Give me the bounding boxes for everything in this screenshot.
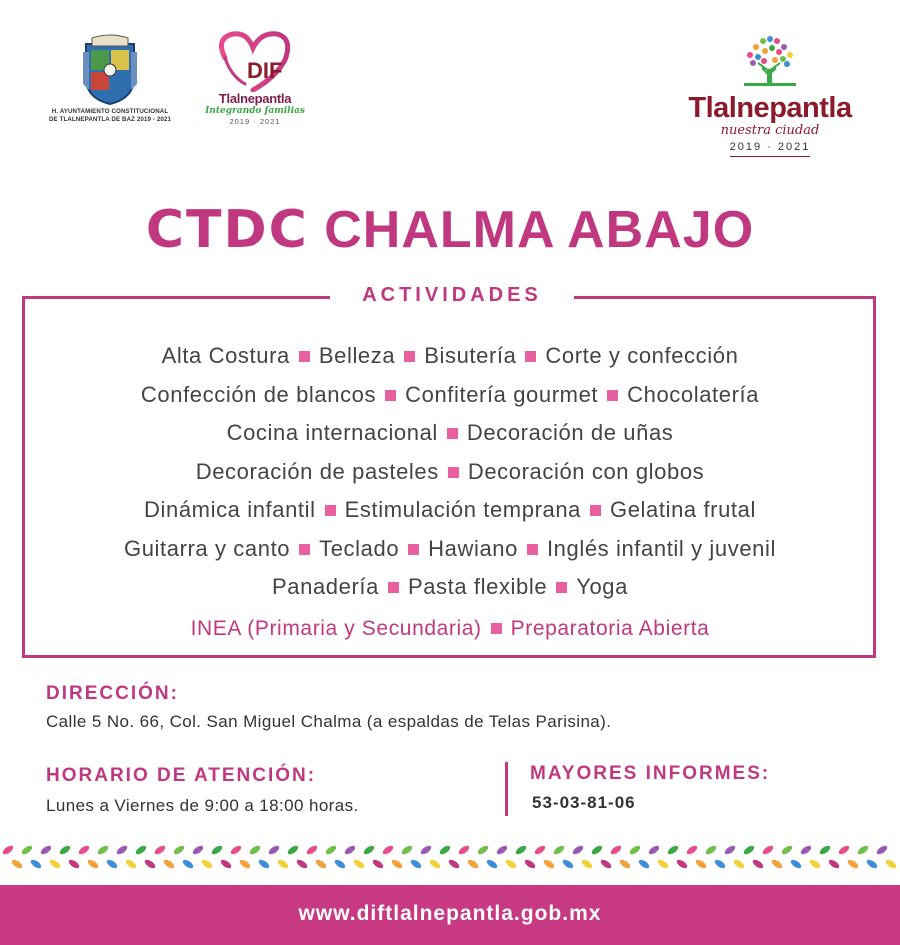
pattern-leaf	[571, 844, 584, 856]
activities-box-top-left	[22, 296, 330, 299]
activity-item: Hawiano	[428, 535, 518, 561]
bullet-square-icon	[556, 582, 567, 593]
pattern-leaf	[257, 858, 270, 870]
dif-mark: DIF	[247, 58, 283, 83]
pattern-leaf	[219, 858, 232, 870]
pattern-leaf	[210, 844, 223, 856]
activity-item: Decoración de pasteles	[195, 458, 439, 484]
pattern-leaf	[314, 858, 327, 870]
pattern-leaf	[200, 858, 213, 870]
pattern-leaf	[191, 844, 204, 856]
dif-years: 2019 · 2021	[229, 117, 281, 126]
title-strong: CTDC	[145, 200, 309, 260]
activity-line	[22, 530, 878, 569]
pattern-leaf	[523, 858, 536, 870]
city-logo-name: Tlalnepantla	[688, 92, 852, 124]
pattern-leaf	[447, 858, 460, 870]
pattern-leaf	[495, 844, 508, 856]
pattern-leaf	[324, 844, 337, 856]
pattern-leaf	[751, 858, 764, 870]
pattern-leaf	[181, 858, 194, 870]
pattern-leaf	[656, 858, 669, 870]
phone-number: 53-03-81-06	[532, 793, 636, 812]
activity-item: Corte y confección	[545, 343, 739, 368]
page-title	[0, 200, 900, 260]
activity-item: Dinámica infantil	[144, 497, 316, 522]
pattern-leaf	[409, 858, 422, 870]
pattern-leaf	[704, 844, 717, 856]
pattern-leaf	[381, 844, 394, 856]
pattern-leaf	[485, 858, 498, 870]
pattern-leaf	[124, 858, 137, 870]
pattern-leaf	[86, 858, 99, 870]
pattern-leaf	[333, 858, 346, 870]
pattern-leaf	[390, 858, 403, 870]
ayuntamiento-logo	[40, 34, 180, 124]
pattern-leaf	[229, 844, 242, 856]
pattern-leaf	[770, 858, 783, 870]
title-rest: CHALMA ABAJO	[324, 201, 755, 259]
pattern-leaf	[789, 858, 802, 870]
ayuntamiento-caption-1: H. AYUNTAMIENTO CONSTITUCIONAL	[51, 108, 169, 115]
activity-line	[22, 568, 878, 607]
pattern-leaf	[153, 844, 166, 856]
bullet-square-icon	[299, 544, 310, 555]
pattern-leaf	[476, 844, 489, 856]
pattern-leaf	[267, 844, 280, 856]
bullet-square-icon	[527, 544, 538, 555]
pattern-leaf	[685, 844, 698, 856]
pattern-leaf	[694, 858, 707, 870]
tree-icon	[720, 35, 820, 89]
dif-city: Tlalnepantla	[218, 91, 292, 106]
pattern-leaf	[39, 844, 52, 856]
pattern-leaf	[609, 844, 622, 856]
pattern-leaf	[286, 844, 299, 856]
pattern-leaf	[590, 844, 603, 856]
pattern-leaf	[837, 844, 850, 856]
bullet-square-icon	[299, 351, 310, 362]
pattern-leaf	[808, 858, 821, 870]
pattern-leaf	[884, 858, 897, 870]
bullet-square-icon	[525, 351, 536, 362]
pattern-leaf	[96, 844, 109, 856]
pattern-leaf	[666, 844, 679, 856]
activity-line	[22, 414, 878, 453]
pattern-leaf	[143, 858, 156, 870]
activity-item: Decoración de uñas	[466, 420, 674, 445]
pattern-leaf	[552, 844, 565, 856]
pattern-leaf	[599, 858, 612, 870]
dif-heart-icon	[205, 30, 305, 92]
pattern-leaf	[400, 844, 413, 856]
pattern-leaf	[818, 844, 831, 856]
pattern-leaf	[865, 858, 878, 870]
activity-item: Yoga	[576, 574, 628, 599]
hours-label: HORARIO DE ATENCIÓN:	[46, 765, 317, 786]
bullet-square-icon	[408, 544, 419, 555]
pattern-leaf	[172, 844, 185, 856]
bullet-square-icon	[590, 505, 601, 516]
pattern-leaf	[305, 844, 318, 856]
pattern-leaf	[248, 844, 261, 856]
pattern-leaf	[428, 858, 441, 870]
pattern-leaf	[115, 844, 128, 856]
bullet-square-icon	[404, 351, 415, 362]
pattern-leaf	[827, 858, 840, 870]
pattern-leaf	[514, 844, 527, 856]
pattern-leaf	[713, 858, 726, 870]
pattern-leaf	[466, 858, 479, 870]
bullet-square-icon	[325, 505, 336, 516]
pattern-leaf	[1, 844, 14, 856]
activity-item: Confitería gourmet	[405, 381, 599, 407]
pattern-leaf	[10, 858, 23, 870]
pattern-leaf	[580, 858, 593, 870]
pattern-leaf	[542, 858, 555, 870]
activity-item: Bisutería	[424, 343, 517, 368]
pattern-leaf	[371, 858, 384, 870]
activity-line	[22, 491, 878, 530]
city-logo-rule	[730, 156, 810, 157]
pattern-leaf	[846, 858, 859, 870]
activities-box-top-right	[574, 296, 876, 299]
activity-item: Confección de blancos	[140, 381, 377, 407]
bullet-square-icon	[491, 623, 502, 634]
pattern-leaf	[875, 844, 888, 856]
bullet-square-icon	[448, 467, 459, 478]
contact-label: MAYORES INFORMES:	[530, 763, 771, 784]
activity-item: Decoración con globos	[467, 458, 705, 484]
bullet-square-icon	[385, 390, 396, 401]
activity-item: Chocolatería	[627, 381, 760, 407]
pattern-leaf	[343, 844, 356, 856]
activity-item: Estimulación temprana	[344, 497, 581, 522]
pattern-leaf	[742, 844, 755, 856]
ayuntamiento-caption-2: DE TLALNEPANTLA DE BAZ 2019 - 2021	[48, 116, 171, 123]
pattern-leaf	[723, 844, 736, 856]
pattern-leaf	[618, 858, 631, 870]
pattern-leaf	[67, 858, 80, 870]
info-divider	[505, 762, 508, 816]
activity-line	[22, 337, 878, 376]
pattern-leaf	[504, 858, 517, 870]
pattern-leaf	[134, 844, 147, 856]
pattern-leaf	[162, 858, 175, 870]
bullet-square-icon	[447, 428, 458, 439]
pattern-leaf	[637, 858, 650, 870]
city-logo-years: 2019 · 2021	[729, 141, 811, 153]
activities-heading: ACTIVIDADES	[362, 284, 542, 306]
activity-item: Cocina internacional	[226, 420, 438, 445]
pattern-leaf	[457, 844, 470, 856]
footer-bar	[0, 885, 900, 945]
pattern-leaf	[561, 858, 574, 870]
education-item: INEA (Primaria y Secundaria)	[190, 616, 482, 640]
pattern-leaf	[48, 858, 61, 870]
pattern-leaf	[628, 844, 641, 856]
pattern-leaf	[799, 844, 812, 856]
activity-item: Panadería	[272, 574, 379, 599]
pattern-leaf	[105, 858, 118, 870]
city-logo-slogan: nuestra ciudad	[720, 123, 820, 138]
city-logo	[680, 35, 860, 157]
bullet-square-icon	[607, 390, 618, 401]
dif-logo	[205, 30, 305, 126]
pattern-leaf	[276, 858, 289, 870]
pattern-leaf	[238, 858, 251, 870]
address-label: DIRECCIÓN:	[46, 683, 179, 704]
pattern-leaf	[761, 844, 774, 856]
hours-text: Lunes a Viernes de 9:00 a 18:00 horas.	[46, 796, 359, 815]
pattern-leaf	[29, 858, 42, 870]
dif-slogan: Integrando familias	[205, 106, 305, 116]
pattern-leaf	[675, 858, 688, 870]
activities-list	[22, 337, 878, 650]
pattern-leaf	[419, 844, 432, 856]
decorative-leaf-pattern	[0, 840, 900, 874]
activity-item: Inglés infantil y juvenil	[546, 535, 776, 561]
activity-item: Pasta flexible	[407, 574, 548, 599]
education-line	[22, 608, 878, 650]
activity-line	[22, 376, 878, 415]
pattern-leaf	[856, 844, 869, 856]
pattern-leaf	[780, 844, 793, 856]
pattern-leaf	[732, 858, 745, 870]
website-link[interactable]: www.diftlalnepantla.gob.mx	[298, 902, 602, 925]
activity-item: Gelatina frutal	[610, 497, 756, 522]
coat-of-arms-icon	[80, 34, 140, 106]
pattern-leaf	[533, 844, 546, 856]
pattern-leaf	[438, 844, 451, 856]
pattern-leaf	[20, 844, 33, 856]
activity-item: Teclado	[319, 535, 400, 561]
education-item: Preparatoria Abierta	[510, 616, 710, 640]
activity-item: Guitarra y canto	[124, 535, 291, 561]
pattern-leaf	[647, 844, 660, 856]
pattern-leaf	[362, 844, 375, 856]
activity-line	[22, 453, 878, 492]
pattern-leaf	[295, 858, 308, 870]
pattern-leaf	[58, 844, 71, 856]
activity-item: Alta Costura	[161, 343, 290, 368]
address-text: Calle 5 No. 66, Col. San Miguel Chalma (a espaldas de Telas Parisina).	[46, 712, 612, 731]
pattern-leaf	[77, 844, 90, 856]
bullet-square-icon	[388, 582, 399, 593]
activity-item: Belleza	[318, 343, 396, 368]
pattern-leaf	[352, 858, 365, 870]
